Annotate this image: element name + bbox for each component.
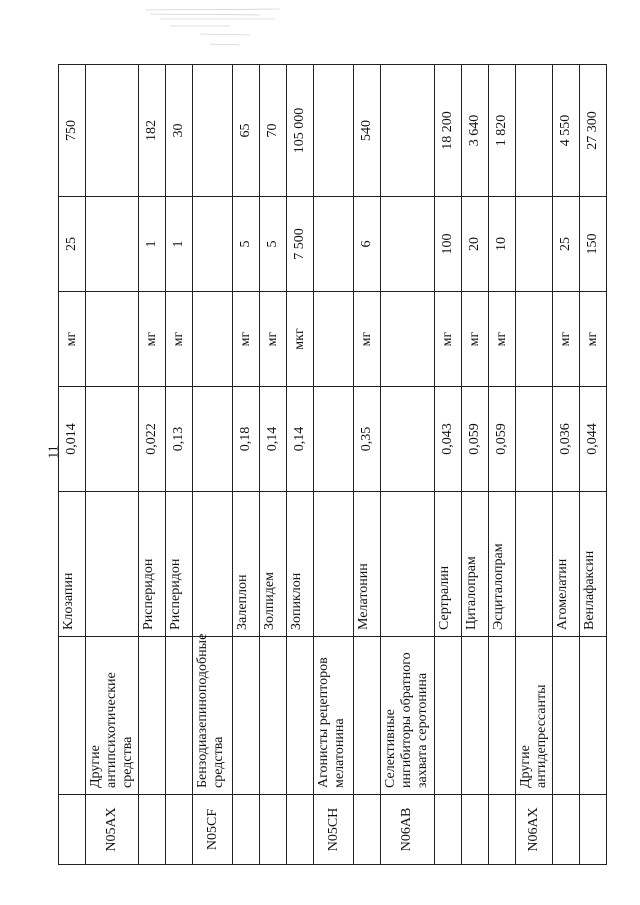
- ddd-cell: 0,18: [233, 387, 260, 492]
- group-name-cell: [260, 637, 287, 795]
- ddd-cell: 0,059: [488, 387, 515, 492]
- dose-cell: 7 500: [287, 197, 314, 292]
- unit-cell: [86, 292, 139, 387]
- drug-name-cell: [314, 492, 354, 637]
- dose-cell: 25: [552, 197, 579, 292]
- unit-cell: мг: [434, 292, 461, 387]
- value-cell: 3 640: [461, 65, 488, 197]
- group-name-cell: [488, 637, 515, 795]
- group-name-cell: [552, 637, 579, 795]
- unit-cell: мг: [233, 292, 260, 387]
- dose-cell: 20: [461, 197, 488, 292]
- table-row: [287, 65, 314, 865]
- ddd-cell: 0,059: [461, 387, 488, 492]
- unit-cell: мг: [260, 292, 287, 387]
- table-row: [59, 65, 86, 865]
- dose-cell: 25: [59, 197, 86, 292]
- table-row: [260, 65, 287, 865]
- atc-code-cell: N05CH: [314, 795, 354, 865]
- drug-table: [58, 64, 607, 865]
- drug-name-cell: Сертралин: [434, 492, 461, 637]
- ddd-cell: [381, 387, 434, 492]
- group-name-cell: Другие антидепрессанты: [515, 637, 552, 795]
- atc-code-cell: [139, 795, 166, 865]
- group-name-cell: [461, 637, 488, 795]
- unit-cell: мг: [59, 292, 86, 387]
- table-row: [488, 65, 515, 865]
- drug-name-cell: Циталопрам: [461, 492, 488, 637]
- ddd-cell: 0,044: [579, 387, 606, 492]
- unit-cell: мг: [488, 292, 515, 387]
- table-row: [193, 65, 233, 865]
- value-cell: 65: [233, 65, 260, 197]
- unit-cell: [381, 292, 434, 387]
- dose-cell: 10: [488, 197, 515, 292]
- value-cell: 30: [166, 65, 193, 197]
- value-cell: 540: [354, 65, 381, 197]
- unit-cell: мкг: [287, 292, 314, 387]
- drug-name-cell: Рисперидон: [166, 492, 193, 637]
- drug-name-cell: [193, 492, 233, 637]
- atc-code-cell: [579, 795, 606, 865]
- table-row: [86, 65, 139, 865]
- drug-name-cell: Клозапин: [59, 492, 86, 637]
- table-row: [354, 65, 381, 865]
- value-cell: [86, 65, 139, 197]
- scan-artifact: [140, 4, 290, 54]
- ddd-cell: [314, 387, 354, 492]
- group-name-cell: [166, 637, 193, 795]
- group-name-cell: [59, 637, 86, 795]
- drug-name-cell: Эсциталопрам: [488, 492, 515, 637]
- dose-cell: 6: [354, 197, 381, 292]
- value-cell: 105 000: [287, 65, 314, 197]
- atc-code-cell: [488, 795, 515, 865]
- unit-cell: [193, 292, 233, 387]
- unit-cell: мг: [579, 292, 606, 387]
- drug-name-cell: Зопиклон: [287, 492, 314, 637]
- atc-code-cell: N05CF: [193, 795, 233, 865]
- group-name-cell: Бензодиазепиноподобные средства: [193, 637, 233, 795]
- dose-cell: [86, 197, 139, 292]
- group-name-cell: Другие антипсихотические средства: [86, 637, 139, 795]
- ddd-cell: 0,14: [287, 387, 314, 492]
- unit-cell: [314, 292, 354, 387]
- atc-code-cell: [233, 795, 260, 865]
- atc-code-cell: [287, 795, 314, 865]
- table-row: [139, 65, 166, 865]
- dose-cell: [515, 197, 552, 292]
- table-row: [515, 65, 552, 865]
- atc-code-cell: N06AX: [515, 795, 552, 865]
- drug-name-cell: Агомелатин: [552, 492, 579, 637]
- drug-name-cell: [381, 492, 434, 637]
- group-name-cell: [354, 637, 381, 795]
- atc-code-cell: N06AB: [381, 795, 434, 865]
- table-row: [314, 65, 354, 865]
- ddd-cell: 0,14: [260, 387, 287, 492]
- atc-code-cell: N05AX: [86, 795, 139, 865]
- dose-cell: [314, 197, 354, 292]
- value-cell: 750: [59, 65, 86, 197]
- unit-cell: мг: [139, 292, 166, 387]
- group-name-cell: [434, 637, 461, 795]
- dose-cell: 100: [434, 197, 461, 292]
- ddd-cell: 0,043: [434, 387, 461, 492]
- atc-code-cell: [59, 795, 86, 865]
- value-cell: [193, 65, 233, 197]
- table-row: [233, 65, 260, 865]
- table-row: [552, 65, 579, 865]
- atc-code-cell: [461, 795, 488, 865]
- ddd-cell: [515, 387, 552, 492]
- dose-cell: [381, 197, 434, 292]
- value-cell: [381, 65, 434, 197]
- dose-cell: 5: [233, 197, 260, 292]
- table-row: [461, 65, 488, 865]
- drug-name-cell: Золпидем: [260, 492, 287, 637]
- drug-name-cell: Залеплон: [233, 492, 260, 637]
- dose-cell: 5: [260, 197, 287, 292]
- unit-cell: [515, 292, 552, 387]
- unit-cell: мг: [354, 292, 381, 387]
- group-name-cell: Агонисты рецепторов мелатонина: [314, 637, 354, 795]
- value-cell: 70: [260, 65, 287, 197]
- atc-code-cell: [354, 795, 381, 865]
- ddd-cell: 0,022: [139, 387, 166, 492]
- drug-name-cell: Рисперидон: [139, 492, 166, 637]
- ddd-cell: 0,036: [552, 387, 579, 492]
- group-name-cell: [233, 637, 260, 795]
- drug-name-cell: Венлафаксин: [579, 492, 606, 637]
- value-cell: [515, 65, 552, 197]
- atc-code-cell: [434, 795, 461, 865]
- drug-name-cell: [86, 492, 139, 637]
- group-name-cell: [579, 637, 606, 795]
- value-cell: 182: [139, 65, 166, 197]
- value-cell: 4 550: [552, 65, 579, 197]
- unit-cell: мг: [461, 292, 488, 387]
- page-number: 11: [46, 445, 62, 459]
- unit-cell: мг: [552, 292, 579, 387]
- group-name-cell: [139, 637, 166, 795]
- ddd-cell: [86, 387, 139, 492]
- value-cell: [314, 65, 354, 197]
- dose-cell: 1: [139, 197, 166, 292]
- ddd-cell: [193, 387, 233, 492]
- value-cell: 18 200: [434, 65, 461, 197]
- table-row: [579, 65, 606, 865]
- ddd-cell: 0,13: [166, 387, 193, 492]
- drug-name-cell: Мелатонин: [354, 492, 381, 637]
- group-name-cell: [287, 637, 314, 795]
- value-cell: 27 300: [579, 65, 606, 197]
- dose-cell: 1: [166, 197, 193, 292]
- unit-cell: мг: [166, 292, 193, 387]
- atc-code-cell: [260, 795, 287, 865]
- dose-cell: 150: [579, 197, 606, 292]
- atc-code-cell: [166, 795, 193, 865]
- table-row: [381, 65, 434, 865]
- table-row: [434, 65, 461, 865]
- table-container: [58, 65, 600, 865]
- atc-code-cell: [552, 795, 579, 865]
- ddd-cell: 0,014: [59, 387, 86, 492]
- ddd-cell: 0,35: [354, 387, 381, 492]
- dose-cell: [193, 197, 233, 292]
- table-row: [166, 65, 193, 865]
- drug-name-cell: [515, 492, 552, 637]
- value-cell: 1 820: [488, 65, 515, 197]
- group-name-cell: Селективные ингибиторы обратного захвата серотонина: [381, 637, 434, 795]
